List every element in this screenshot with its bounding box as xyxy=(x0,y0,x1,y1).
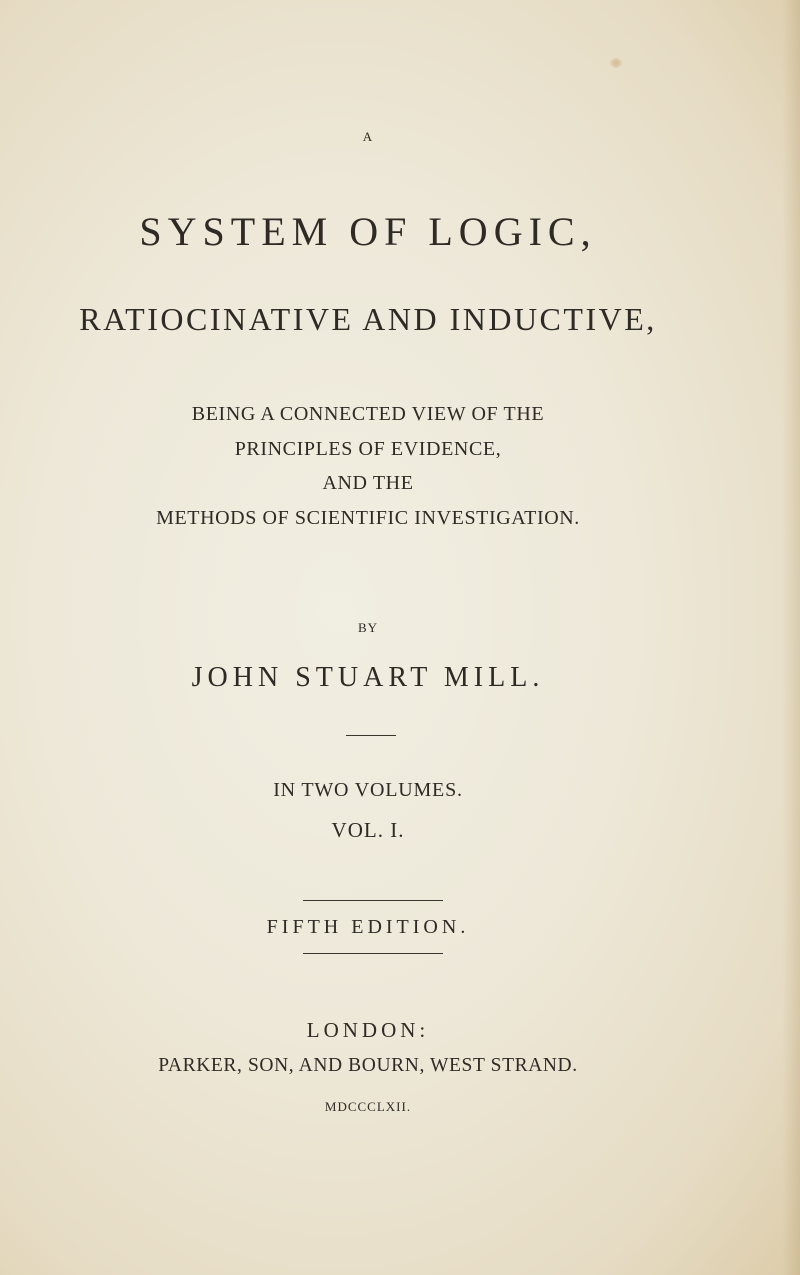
page-edge-shadow xyxy=(782,0,800,1275)
book-title: SYSTEM OF LOGIC, xyxy=(139,209,597,254)
edition-label: FIFTH EDITION. xyxy=(266,916,470,938)
description-line: METHODS OF SCIENTIFIC INVESTIGATION. xyxy=(156,507,580,529)
description-line: AND THE xyxy=(322,472,414,494)
description-line: PRINCIPLES OF EVIDENCE, xyxy=(234,438,502,460)
book-subtitle: RATIOCINATIVE AND INDUCTIVE, xyxy=(79,301,657,337)
author-name: JOHN STUART MILL. xyxy=(191,662,545,693)
divider-rule xyxy=(346,735,396,736)
imprint-year: MDCCCLXII. xyxy=(324,1099,412,1114)
volume-number: VOL. I. xyxy=(331,818,405,842)
edition-rule-bottom xyxy=(303,953,443,954)
foxing-spot xyxy=(610,58,622,68)
imprint-city: LONDON: xyxy=(306,1018,430,1042)
volumes-note: IN TWO VOLUMES. xyxy=(273,779,463,801)
description-line: BEING A CONNECTED VIEW OF THE xyxy=(191,403,545,425)
by-label: BY xyxy=(357,620,379,635)
imprint-publisher: PARKER, SON, AND BOURN, WEST STRAND. xyxy=(158,1055,578,1076)
title-article: A xyxy=(362,129,374,144)
edition-rule-top xyxy=(303,900,443,901)
